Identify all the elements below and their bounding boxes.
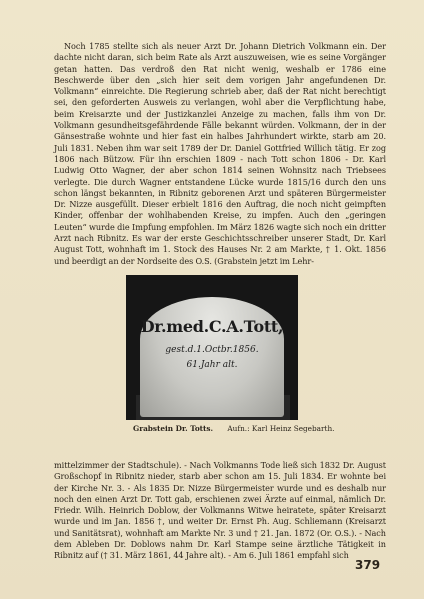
- caption-credit: Aufn.: Karl Heinz Segebarth.: [227, 424, 335, 433]
- gravestone-photo: [126, 275, 298, 420]
- caption-title: Grabstein Dr. Totts.: [133, 424, 214, 433]
- gravestone-inscription-age: 61.Jahr alt.: [186, 360, 238, 370]
- page-number: 379: [355, 558, 381, 572]
- gravestone: [140, 297, 284, 417]
- gravestone-inscription-name: Dr.med.C.A.Tott,: [140, 317, 284, 336]
- photo-caption: [133, 424, 393, 433]
- body-paragraph-bottom: mittelzimmer der Stadtschule). - Nach Volkmanns Tode ließ sich 1832 Dr. August Großschopf in Ribnitz nieder, starb aber schon am 15. Juli 1834. Er wohnte bei der Kirche Nr. 3. - Als 1835 Dr. Nizze Bürgermeister wurde und es deshalb nur noch den einen Arzt Dr. Tott gab, erschienen zwei Ärzte auf einmal, nämlich Dr. Friedr. Wilh. Heinrich Doblow, der Volkmanns Witwe heiratete, später Kreisarzt wurde und im Jan. 1856 †, und weiter Dr. Ernst Ph. Aug. Schliemann (Kreisarzt und Sanitätsrat), wohnhaft am Markte Nr. 3 und † 21. Jan. 1872 (Or. O.S.). - Nach dem Ableben Dr. Doblows nahm Dr. Karl Stampe seine ärztliche Tätigkeit in Ribnitz auf († 31. März 1861, 44 Jahre alt). - Am 6. Juli 1861 empfahl sich: [54, 460, 386, 561]
- body-paragraph-top: Noch 1785 stellte sich als neuer Arzt Dr. Johann Dietrich Volkmann ein. Der dachte nicht daran, sich beim Rate als Arzt auszuweisen, wie es seine Vorgänger getan hatten. Das verdroß den Rat nicht wenig, weshalb er 1786 eine Beschwerde über den „sich hier seit dem vorigen Jahr angefundenen Dr. Volkmann“ einreichte. Die Regierung schrieb aber, daß der Rat nicht berechtigt sei, den geforderten Ausweis zu verlangen, wohl aber die Verpflichtung habe, beim Kreisarzte und der Justizkanzlei Anzeige zu machen, falls ihm von Dr. Volkmann gesundheitsgefährdende Fälle bekannt würden. Volkmann, der in der Gänsestraße wohnte und hier fast ein halbes Jahrhundert wirkte, starb am 20. Juli 1831. Neben ihm war seit 1789 der Dr. Daniel Gottfried Willich tätig. Er zog 1806 nach Bützow. Für ihn erschien 1809 - nach Tott schon 1806 - Dr. Karl Ludwig Otto Wagner, der aber schon 1814 seinen Wohnsitz nach Triebsees verlegte. Die durch Wagner entstandene Lücke wurde 1815/16 durch den uns schon längst bekannten, in Ribnitz geborenen Arzt und späteren Bürgermeister Dr. Nizze ausgefüllt. Dieser erbielt 1816 den Auftrag, die noch nicht geimpften Kinder, offenbar der wohlhabenden Kreise, zu impfen. Auch den „geringen Leuten“ wurde die Impfung empfohlen. Im März 1826 wagte sich noch ein dritter Arzt nach Ribnitz. Es war der erste Geschichtsschreiber unserer Stadt, Dr. Karl August Tott, wohnhaft im 1. Stock des Hauses Nr. 2 am Markte, † 1. Okt. 1856 und beerdigt an der Nordseite des O.S. (Grabstein jetzt im Lehr-: [54, 41, 386, 266]
- gravestone-inscription-date: gest.d.1.Octbr.1856.: [165, 345, 259, 355]
